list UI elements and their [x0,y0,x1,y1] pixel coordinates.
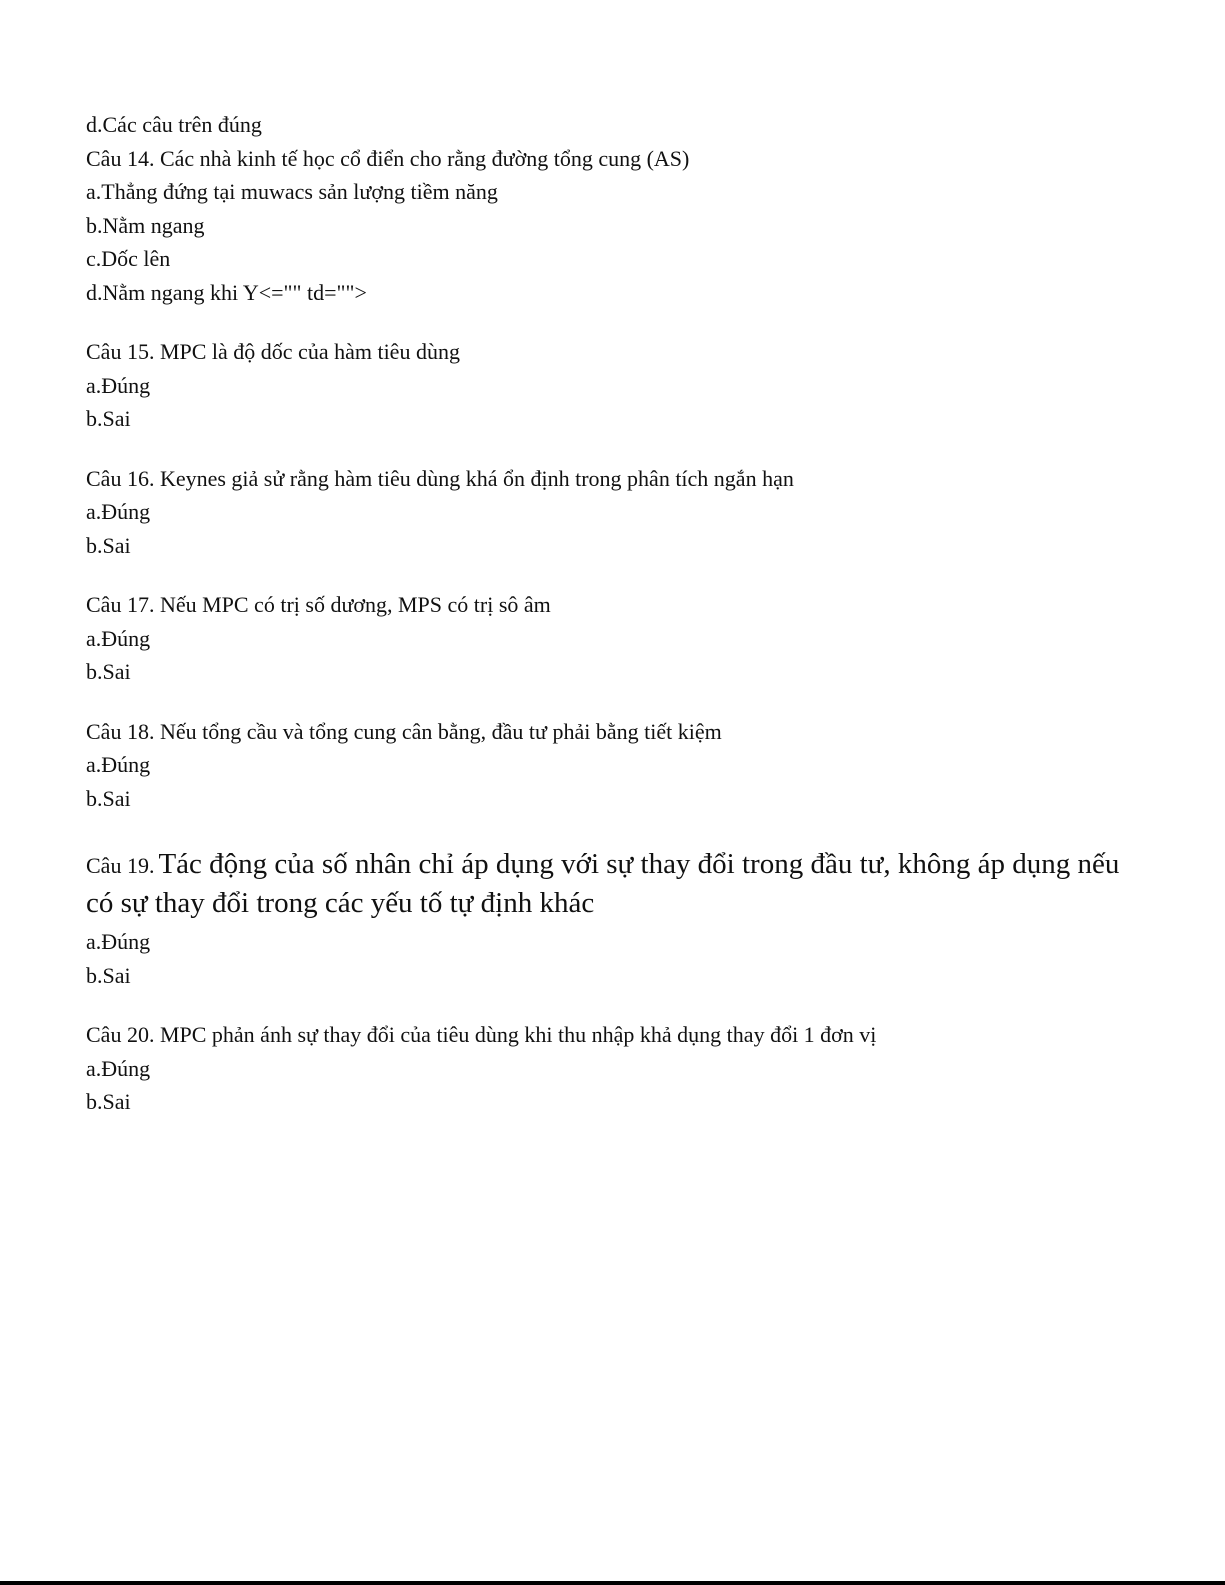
q17-option-b: b.Sai [86,659,131,684]
spacer [86,436,1146,462]
q20-option-b: b.Sai [86,1089,131,1114]
q14-question: Câu 14. Các nhà kinh tế học cổ điển cho rằng đường tổng cung (AS) [86,145,690,171]
q13-option-d: d.Các câu trên đúng [86,112,262,137]
q16-option-b: b.Sai [86,532,131,558]
q15-option-b: b.Sai [86,406,131,431]
q15-question: Câu 15. MPC là độ dốc của hàm tiêu dùng [86,339,460,364]
q17-option-a: a.Đúng [86,625,151,651]
q20-option-a: a.Đúng [86,1055,151,1081]
document-page [86,108,1146,1119]
q14-option-a: a.Thẳng đứng tại muwacs sản lượng tiềm năng [86,179,498,204]
q19-option-b: b.Sai [86,962,131,988]
q16-question: Câu 16. Keynes giả sử rằng hàm tiêu dùng khá ổn định trong phân tích ngắn hạn [86,465,794,491]
q17-question: Câu 17. Nếu MPC có trị số dương, MPS có trị sô âm [86,592,551,617]
spacer [86,689,1146,715]
q19-number: Câu 19. [86,853,155,878]
q19-option-a: a.Đúng [86,929,151,954]
q18-option-b: b.Sai [86,785,131,811]
spacer [86,309,1146,335]
q15-option-a: a.Đúng [86,372,151,398]
spacer [86,562,1146,588]
q14-option-c: c.Dốc lên [86,246,171,271]
q16-option-a: a.Đúng [86,499,151,524]
page-bottom-border [0,1581,1225,1585]
q14-option-d: d.Nằm ngang khi Y<="" td=""> [86,279,367,305]
spacer [86,815,1146,841]
q18-question: Câu 18. Nếu tổng cầu và tổng cung cân bằng, đầu tư phải bằng tiết kiệm [86,718,722,744]
q19-text: Tác động của số nhân chỉ áp dụng với sự thay đổi trong đầu tư, không áp dụng nếu có sự thay đổi trong các yếu tố tự định khác [86,848,1120,919]
q14-option-b: b.Nằm ngang [86,212,205,238]
q18-option-a: a.Đúng [86,752,151,777]
spacer [86,992,1146,1018]
q20-question: Câu 20. MPC phản ánh sự thay đổi của tiêu dùng khi thu nhập khả dụng thay đổi 1 đơn vị [86,1022,877,1047]
q19-question [86,847,1146,925]
